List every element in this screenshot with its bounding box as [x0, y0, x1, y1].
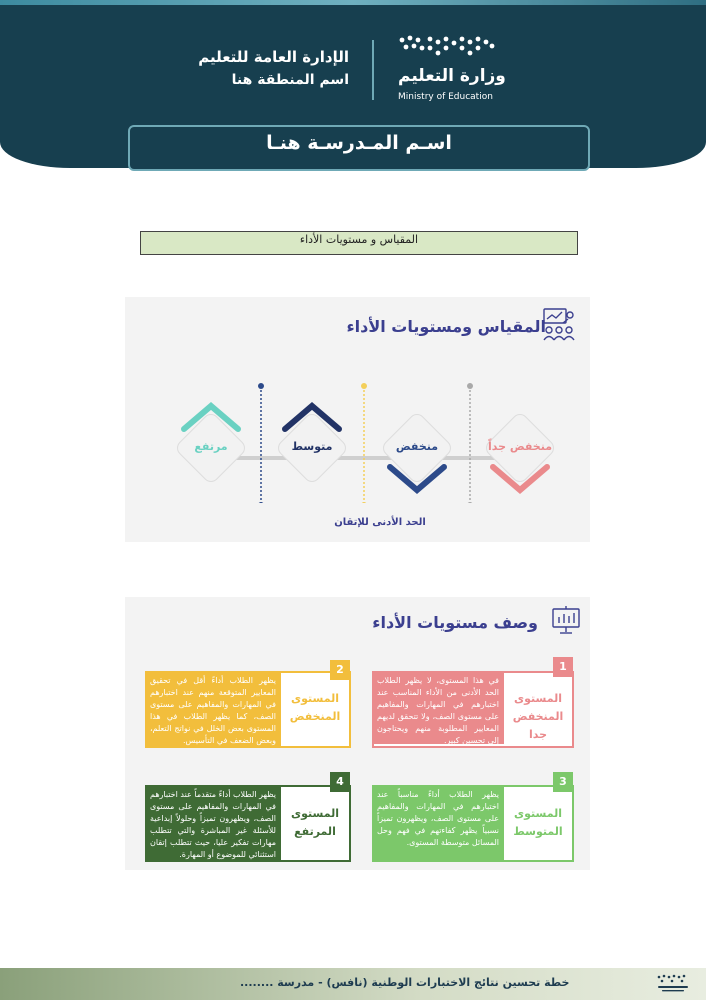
- ministry-name-arabic: وزارة التعليم: [398, 66, 506, 86]
- card-level-label: المستوى المتوسط: [513, 807, 563, 838]
- ministry-logo-small-icon: [656, 974, 690, 994]
- card-level-label: المستوى المرتفع: [291, 807, 339, 838]
- scale-panel-title: المقياس ومستويات الأداء: [346, 317, 546, 336]
- card-number: 3: [553, 772, 573, 792]
- card-number: 4: [330, 772, 350, 792]
- threshold-marker-blue: [258, 383, 264, 503]
- card-number: 2: [330, 660, 350, 680]
- section-title: المقياس و مستويات الأداء: [299, 233, 419, 246]
- ministry-logo-icon: [398, 34, 496, 60]
- mastery-threshold-label: الحد الأدنى للإتقان: [334, 517, 426, 528]
- card-level-label: المستوى المنخفض: [289, 692, 341, 723]
- presentation-chart-icon: [550, 605, 582, 637]
- threshold-marker-yellow: [361, 383, 367, 503]
- level-label-low: منخفض: [395, 440, 439, 453]
- card-number: 1: [553, 657, 573, 677]
- presentation-audience-icon: [541, 306, 577, 342]
- level-label-very-low: منخفض جداً: [487, 440, 553, 453]
- header-divider: [372, 40, 374, 100]
- school-name: اسـم المـدرسـة هنـا: [266, 132, 452, 154]
- admin-title: الإدارة العامة للتعليم: [198, 48, 349, 66]
- level-label-high: مرتفع: [194, 440, 228, 453]
- header-accent-line: [0, 0, 706, 5]
- card-description: يظهر الطلاب أداءً أقل في تحقيق المعايير المتوقعة منهم عند اختبارهم في المهارات والمفاهيم على مستوى الصف، كما يظهر الطلاب في هذا المستوى بعض الخلل في نواتج التعلم، وبعض الضعف في التأسيس.: [145, 671, 281, 746]
- card-description: يظهر الطلاب أداءً متقدماً عند اختبارهم في المهارات والمفاهيم على مستوى الصف، ويظهرون تميزاً وحلولاً إبداعية للأسئلة غير المباشرة والتي تتطلب مهارات تفكير عليا، حيث تتطلب إتقان استثنائي للموضوع أو المهارة.: [145, 785, 281, 860]
- ministry-name-english: Ministry of Education: [398, 92, 493, 102]
- threshold-marker-gray: [467, 383, 473, 503]
- card-level-label: المستوى المنخفض جدا: [512, 692, 564, 741]
- footer-text: خطة تحسين نتائج الاختبارات الوطنية (نافس) - مدرسة ........: [240, 976, 570, 989]
- region-name: اسم المنطقة هنا: [231, 72, 349, 88]
- level-label-medium: متوسط: [291, 440, 333, 453]
- card-description: يظهر الطلاب أداءً مناسباً عند اختبارهم في المهارات والمفاهيم على مستوى الصف، ويظهرون تميزاً نسبياً يظهر كفاءتهم في فهم وحل المسائل متوسطة المستوى.: [372, 785, 504, 860]
- card-description: في هذا المستوى، لا يظهر الطلاب الحد الأدنى من الأداء المناسب عند اختبارهم في المهارات والمفاهيم على مستوى الصف، ولا تتحقق لديهم المعايير المطلوبة منهم ويحتاجون إلى تحسين كبير.: [372, 671, 504, 744]
- description-panel-title: وصف مستويات الأداء: [372, 613, 538, 632]
